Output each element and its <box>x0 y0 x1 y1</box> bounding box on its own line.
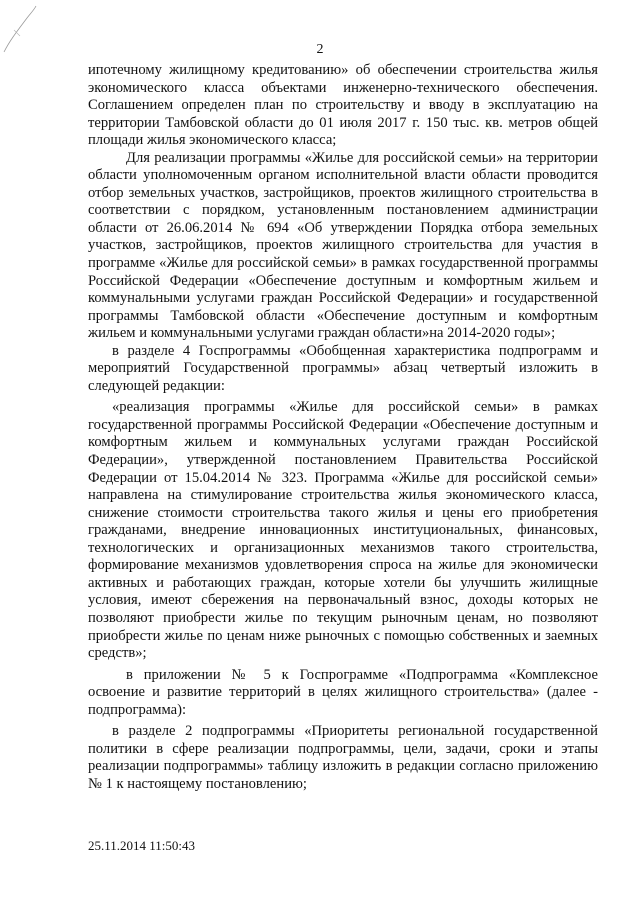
paragraph-section-2: в разделе 2 подпрограммы «Приоритеты региональной государственной политики в сфере реализации подпрограммы, цели, задачи, сроки и этапы реализации подпрограммы» таблицу изложить в редакции согласно приложению № 1 к настоящему постановлению; <box>88 723 598 792</box>
page-number: 2 <box>316 42 324 57</box>
paragraph-program-selection: Для реализации программы «Жилье для российской семьи» на территории области уполномоченным органом исполнительной власти области проводится отбор земельных участков, застройщиков, проектов жилищного строительства в соответствии с порядком, установленным постановлением администрации области от 26.06.2014 № 694 «Об утверждении Порядка отбора земельных участков, застройщиков, проектов жилищного строительства для участия в программе «Жилье для российской семьи» в рамках государственной программы Российской Федерации «Обеспечение доступным и комфортным жильем и коммунальными услугами граждан Российской Федерации» и государственной программы Тамбовской области «Обеспечение доступным и комфортным жильем и коммунальными услугами граждан области»на 2014-2020 годы»; <box>88 149 598 342</box>
footer-timestamp: 25.11.2014 11:50:43 <box>88 838 196 853</box>
paragraph-section-4: в разделе 4 Госпрограммы «Обобщенная характеристика подпрограмм и мероприятий Государственной программы» абзац четвертый изложить в следующей редакции: <box>88 342 598 394</box>
paragraph-quoted-revision: «реализация программы «Жилье для российской семьи» в рамках государственной программы Российской Федерации «Обеспечение доступным и комфортным жильем и коммунальных услугами граждан Российской Федерации», утвержденной постановлением Правительства Российской Федерации от 15.04.2014 № 323. Программа «Жилье для российской семьи» направлена на стимулирование строительства жилья экономического класса, снижение стоимости строительства такого жилья и цены его приобретения гражданами, внедрение инновационных институциональных, финансовых, технологических и организационных механизмов такого строительства, формирование механизмов удовлетворения спроса на жилье для экономически активных и работающих граждан, которые хотели бы улучшить жилищные условия, имеют сбережения на первоначальный взнос, доходы которых не позволяют приобрести жилье по текущим рыночным ценам, но позволяют приобрести жилье по ценам ниже рыночных с помощью собственных и заемных средств»; <box>88 399 598 662</box>
document-body <box>88 62 598 793</box>
paragraph-appendix-5: в приложении № 5 к Госпрограмме «Подпрограмма «Комплексное освоение и развитие территорий в целях жилищного строительства» (далее - подпрограмма): <box>88 666 598 718</box>
paragraph-continuation: ипотечному жилищному кредитованию» об обеспечении строительства жилья экономического класса объектами инженерно-технического обеспечения. Соглашением определен план по строительству и вводу в эксплуатацию на территории Тамбовской области до 01 июля 2017 г. 150 тыс. кв. метров общей площади жилья экономического класса; <box>88 62 598 149</box>
